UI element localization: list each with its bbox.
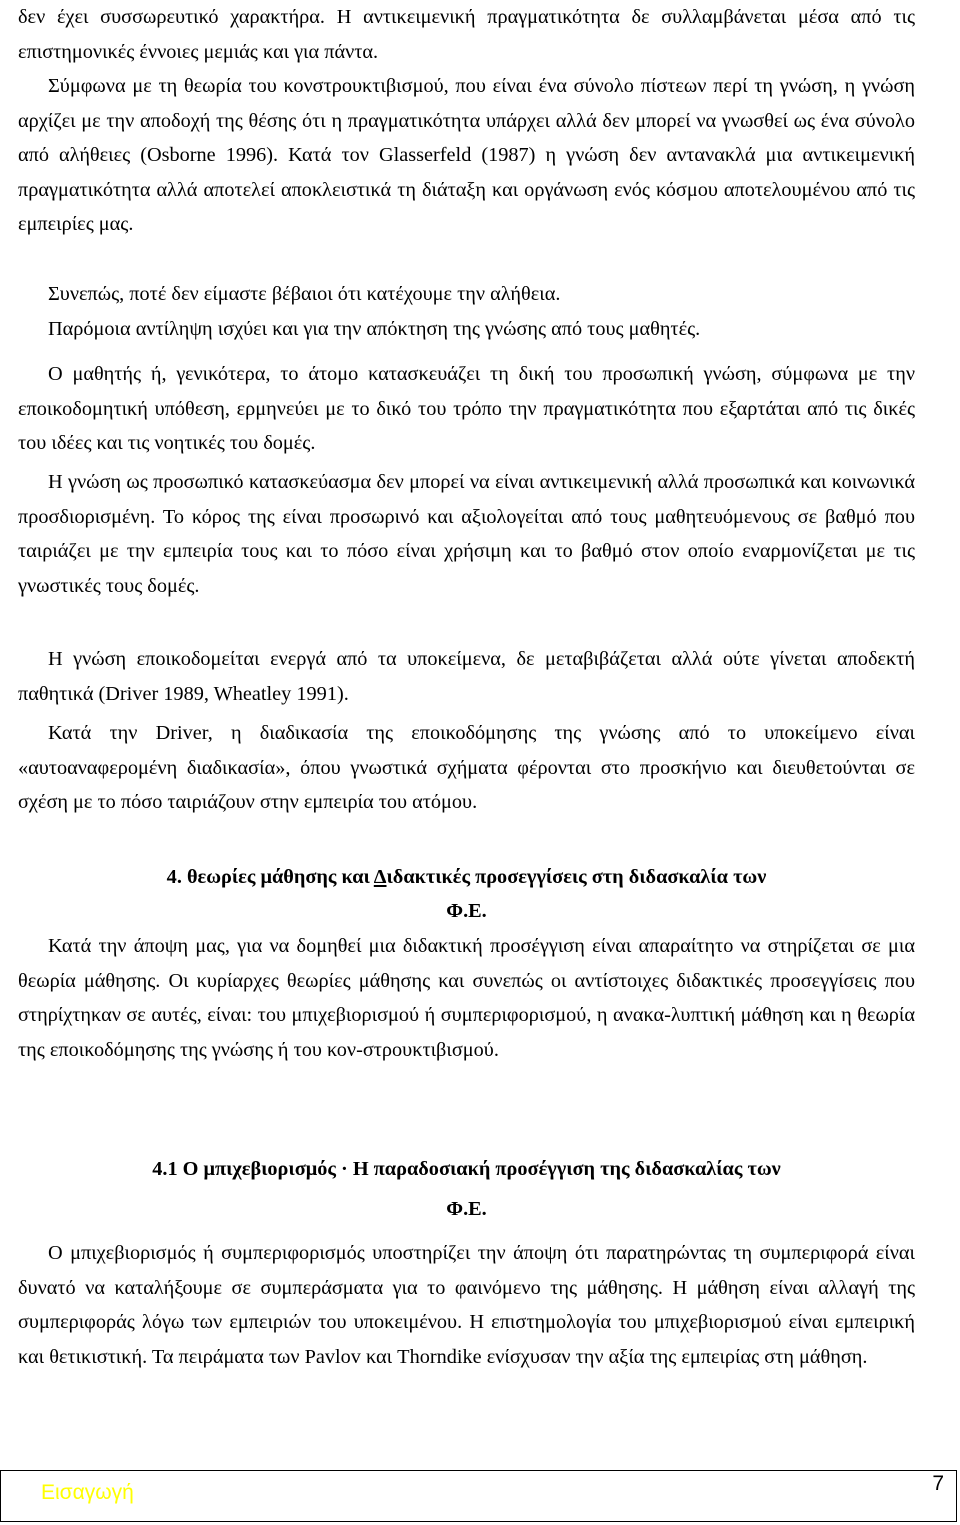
paragraph-students: Παρόμοια αντίληψη ισχύει και για την απόκτηση της γνώσης από τους μαθητές. [48,318,701,340]
footer-section-label: Εισαγωγή [41,1481,134,1504]
paragraph-personal-construct: Η γνώση ως προσωπικό κατασκεύασμα δεν μπορεί να είναι αντικειμενική αλλά προσωπικά και κοινωνικά προσδιορισμένη. Το κόρος της είναι προσωρινό και αξιολογείται από τους μαθητευόμενους σε βαθμό που ταιριάζει με την εμπειρία τους και το πόσο είναι χρήσιμη και το βαθμό στον οποίο εναρμονίζεται με τις γνωστικές τους δομές. [18,471,915,597]
section-4-1-heading-line1: 4.1 Ο μπιχεβιορισμός · Η παραδοσιακή προσέγγιση της διδασκαλίας των [152,1158,781,1180]
section-4-heading-line2: Φ.Ε. [446,900,487,922]
paragraph-certainty: Συνεπώς, ποτέ δεν είμαστε βέβαιοι ότι κατέχουμε την αλήθεια. [48,283,561,305]
section-4-1-heading [18,1152,915,1226]
paragraph-behaviorism: Ο μπιχεβιορισμός ή συμπεριφορισμός υποστηρίζει την άποψη ότι παρατηρώντας τη συμπεριφορά είναι δυνατό να καταλήξουμε σε συμπεράσματα για το φαινόμενο της μάθησης. Η μάθηση είναι αλλαγή της συμπεριφοράς λόγω των εμπειριών του υποκειμένου. Η επιστημολογία του μπιχεβιορισμού είναι εμπειρική και θετικιστική. Τα πειράματα των Pavlov και Thorndike ενίσχυσαν την αξία της εμπειρίας στη μάθηση. [18,1242,915,1368]
section-4-heading-line1: 4. θεωρίες μάθησης και Διδακτικές προσεγγίσεις στη διδασκαλία των [166,866,767,888]
page-number: 7 [932,1472,944,1495]
section-4-1-heading-line2: Φ.Ε. [446,1198,487,1220]
paragraph-constructivism: Σύμφωνα με τη θεωρία του κονστρουκτιβισμού, που είναι ένα σύνολο πίστεων περί τη γνώση, η γνώση αρχίζει με την αποδοχή της θέσης ότι η πραγματικότητα υπάρχει αλλά δεν μπορεί να γνωσθεί ως ένα σύνολο από αλήθειες (Osborne 1996). Κατά τον Glasserfeld (1987) η γνώση δεν αντανακλά μια αντικειμενική πραγματικότητα αλλά αποτελεί αποκλειστικά τη διάταξη και οργάνωση ενός κόσμου αποτελουμένου από τις εμπειρίες μας. [18,75,915,236]
paragraph-learner: Ο μαθητής ή, γενικότερα, το άτομο κατασκευάζει τη δική του προσωπική γνώση, σύμφωνα με την εποικοδομητική υπόθεση, ερμηνεύει με το δικό του τρόπο την πραγματικότητα που εξαρτάται από τις δικές του ιδέες και τις νοητικές του δομές. [18,363,915,455]
page-footer [0,1470,957,1522]
paragraph-learning-theories: Κατά την άποψη μας, για να δομηθεί μια διδακτική προσέγγιση είναι απαραίτητο να στηρίζεται σε μια θεωρία μάθησης. Οι κυρίαρχες θεωρίες μάθησης και συνεπώς οι αντίστοιχες διδακτικές προσεγγίσεις που στηρίχτηκαν σε αυτές, είναι: του μπιχεβιορισμού ή συμπεριφορισμού, η ανακα-λυπτική μάθηση και η θεωρία της εποικοδόμησης της γνώσης ή του κον-στρουκτιβισμού. [18,935,915,1061]
section-4-heading [18,860,915,928]
paragraph-continuation: δεν έχει συσσωρευτικό χαρακτήρα. Η αντικειμενική πραγματικότητα δε συλλαμβάνεται μέσα από τις επιστημονικές έννοιες μεμιάς και για πάντα. [18,6,915,63]
paragraph-active-construction: Η γνώση εποικοδομείται ενεργά από τα υποκείμενα, δε μεταβιβάζεται αλλά ούτε γίνεται αποδεκτή παθητικά (Driver 1989, Wheatley 1991). [18,648,915,705]
paragraph-driver: Κατά την Driver, η διαδικασία της εποικοδόμησης της γνώσης από το υποκείμενο είναι «αυτοαναφερομένη διαδικασία», όπου γνωστικά σχήματα φέρονται στο προσκήνιο και διευθετούνται σε σχέση με το πόσο ταιριάζουν στην εμπειρία του ατόμου. [18,722,915,814]
